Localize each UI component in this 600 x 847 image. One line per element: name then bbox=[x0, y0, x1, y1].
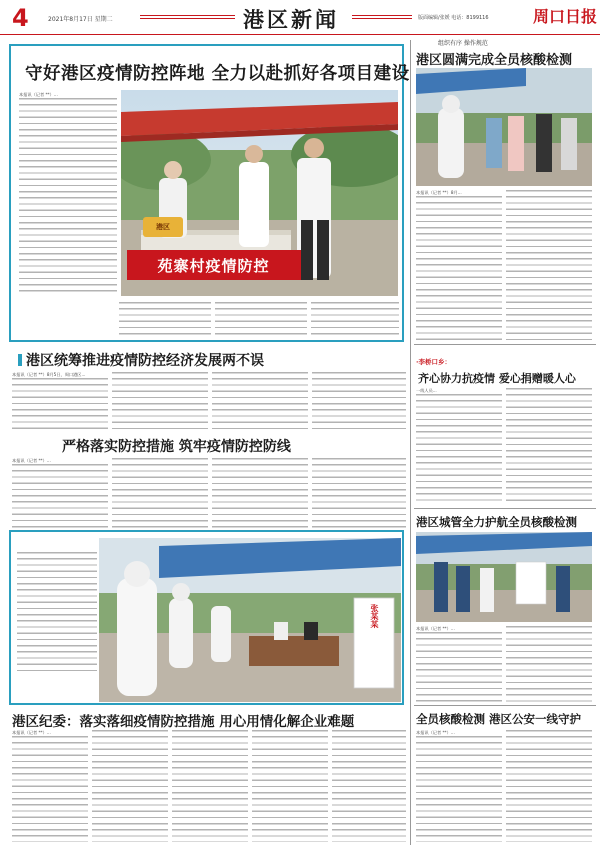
story-headline: 守好港区疫情防控阵地 全力以赴抓好各项目建设 bbox=[25, 64, 410, 84]
column-divider bbox=[410, 40, 411, 845]
story-headline: 严格落实防控措施 筑牢疫情防控防线 bbox=[62, 439, 291, 455]
photo-caption bbox=[17, 552, 97, 672]
story-body-column bbox=[311, 302, 399, 338]
header-ornament-left bbox=[140, 15, 235, 19]
story-photo bbox=[99, 538, 401, 702]
story-headline: 齐心协力抗疫情 爱心捐赠暖人心 bbox=[418, 372, 576, 385]
story-body-text bbox=[416, 196, 502, 340]
story-lead: 本报讯（记者 **）... bbox=[416, 626, 455, 631]
story-divider bbox=[414, 344, 596, 345]
page-number: 4 bbox=[12, 4, 29, 32]
story-body-column bbox=[506, 626, 592, 702]
story-headline-text: 港区统筹推进疫情防控经济发展两不误 bbox=[26, 353, 264, 369]
story-headline: 港区城管全力护航全员核酸检测 bbox=[416, 515, 577, 529]
story-lead: 本报讯（记者 **）... bbox=[12, 730, 51, 735]
story-headline bbox=[18, 350, 264, 370]
story-body-column bbox=[12, 372, 108, 430]
photo-scene-patrol bbox=[416, 532, 592, 622]
story-body-text bbox=[416, 632, 502, 702]
story-body-text bbox=[119, 302, 211, 338]
story-body-text bbox=[506, 626, 592, 702]
story-headline: 全员核酸检测 港区公安一线守护 bbox=[416, 712, 582, 726]
story-body-column bbox=[416, 388, 502, 504]
story-body-text bbox=[215, 302, 307, 338]
photo-box-testing-site bbox=[9, 530, 404, 705]
photo-caption-text bbox=[17, 552, 97, 672]
story-body-text bbox=[506, 730, 592, 842]
story-body-column bbox=[212, 372, 308, 430]
story-body-column bbox=[416, 730, 502, 842]
story-body-text bbox=[416, 394, 502, 504]
story-body-text bbox=[112, 372, 208, 430]
story-body-text bbox=[172, 730, 248, 842]
story-headline: 港区圆满完成全员核酸检测 bbox=[416, 53, 573, 68]
story-body-text bbox=[252, 730, 328, 842]
story-body-column bbox=[506, 388, 592, 504]
story-lead: 本报讯（记者 **）... bbox=[416, 730, 455, 735]
story-body-text bbox=[19, 98, 117, 292]
story-body-text bbox=[12, 378, 108, 430]
story-lead: 本报讯（记者 **）... bbox=[19, 92, 58, 97]
story-body-text bbox=[12, 464, 108, 528]
story-body-column bbox=[92, 730, 168, 842]
story-body-column bbox=[212, 458, 308, 528]
story-body-text bbox=[416, 736, 502, 842]
story-body-text bbox=[92, 730, 168, 842]
story-headline: 港区纪委：落实落细疫情防控措施 用心用情化解企业难题 bbox=[12, 714, 355, 730]
story-lead: 本报讯（记者 **）... bbox=[12, 458, 51, 463]
story-lead: 本报讯（记者 **）8月... bbox=[416, 190, 462, 195]
story-photo bbox=[121, 90, 398, 296]
story-body-column bbox=[215, 302, 307, 338]
section-title: 港区新闻 bbox=[243, 7, 339, 32]
newspaper-logo: 周口日报 bbox=[533, 7, 598, 26]
story-kicker: 组织有序 操作规范 bbox=[438, 40, 488, 47]
story-body-column bbox=[12, 458, 108, 528]
photo-sign-text: 张某某 bbox=[370, 604, 379, 628]
story-body-column bbox=[312, 458, 406, 528]
story-body-column bbox=[19, 92, 117, 292]
story-body-column bbox=[312, 372, 406, 430]
story-body-column bbox=[12, 730, 88, 842]
story-body-text bbox=[212, 372, 308, 430]
story-body-column bbox=[252, 730, 328, 842]
story-divider bbox=[414, 508, 596, 509]
story-lead: 一线人员... bbox=[416, 388, 437, 393]
story-body-column bbox=[416, 626, 502, 702]
story-body-column bbox=[332, 730, 406, 842]
story-photo bbox=[416, 68, 592, 186]
story-body-text bbox=[12, 736, 88, 842]
story-body-column bbox=[112, 458, 208, 528]
photo-banner-text: 苑寨村疫情防控 bbox=[157, 257, 270, 275]
photo-scene-testing bbox=[99, 538, 401, 702]
story-body-column bbox=[506, 730, 592, 842]
headline-accent-bar bbox=[18, 354, 22, 366]
story-body-column bbox=[506, 190, 592, 340]
story-divider bbox=[414, 705, 596, 706]
story-box-anti-epidemic bbox=[9, 44, 410, 342]
story-body-text bbox=[112, 458, 208, 528]
date-line: 2021年8月17日 星期二 bbox=[48, 16, 113, 23]
story-photo bbox=[416, 532, 592, 622]
story-body-column bbox=[416, 190, 502, 340]
story-kicker: ·李桥口乡： bbox=[416, 358, 451, 366]
header-rule bbox=[0, 34, 600, 35]
story-body-text bbox=[506, 190, 592, 340]
story-body-text bbox=[212, 458, 308, 528]
page-header bbox=[0, 0, 600, 46]
story-body-text bbox=[332, 730, 406, 842]
story-body-text bbox=[506, 388, 592, 504]
story-body-text bbox=[312, 372, 406, 430]
editor-contact: 版面编辑/张媛 电话：8199116 bbox=[418, 15, 489, 21]
story-body-text bbox=[311, 302, 399, 338]
header-ornament-right bbox=[352, 15, 412, 19]
photo-scene-queue bbox=[416, 68, 592, 186]
story-body-column bbox=[112, 372, 208, 430]
story-body-text bbox=[312, 458, 406, 528]
story-body-column bbox=[172, 730, 248, 842]
story-lead: 本报讯（记者 **）8月5日，周口港区... bbox=[12, 372, 86, 377]
photo-sign-badge: 港区 bbox=[143, 217, 183, 237]
story-body-column bbox=[119, 302, 211, 338]
